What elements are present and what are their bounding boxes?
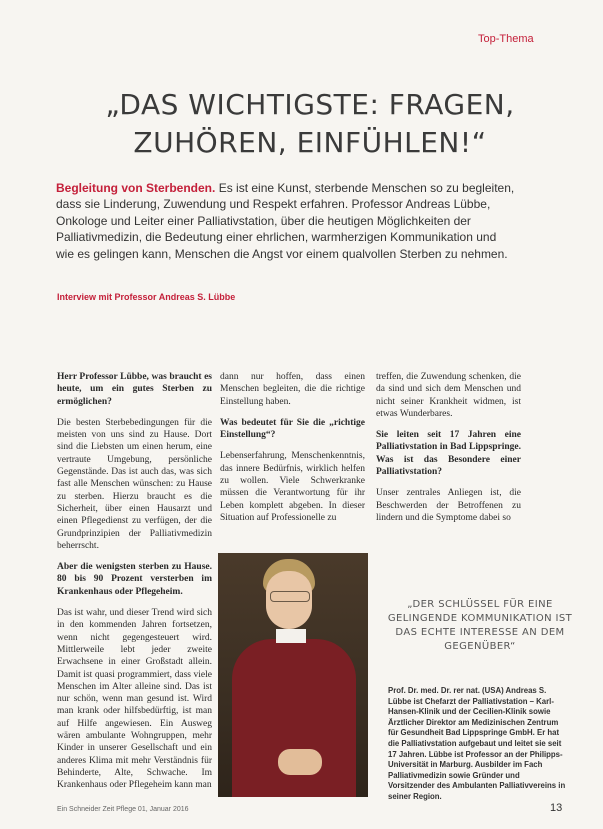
interview-answer: treffen, die Zuwendung schenken, die da sind und sich dem Menschen und nicht seiner Krankheit widmen, ist etwas Wunderbares. bbox=[376, 372, 521, 419]
interview-answer: Die besten Sterbebedingungen für die meisten von uns sind zu Hause. Dort sind die Liebsten um einen herum, eine vertraute Umgebung, persönliche Gegenstände. Das ist auch das, was sich fast alle Menschen wünschen: zu Hause zu sterben. Hierzu braucht es die Sicherheit, über einen Hausarzt und einen Pflegedienst zu verfügen, der die Grundprinzipien der Palliativmedizin beherrscht. bbox=[57, 417, 212, 551]
body-column-2 bbox=[220, 371, 365, 533]
body-column-3 bbox=[376, 371, 521, 533]
interview-question: Aber die wenigsten sterben zu Hause. 80 bis 90 Prozent versterben im Krankenhaus oder Pflegeheim. bbox=[57, 562, 212, 597]
interview-question: Was bedeutet für Sie die „richtige Einstellung“? bbox=[220, 417, 365, 441]
portrait-photo bbox=[218, 553, 368, 797]
body-column-1 bbox=[57, 371, 212, 801]
article-headline: „DAS WICHTIGSTE: FRAGEN, ZUHÖREN, EINFÜHLEN!“ bbox=[105, 88, 515, 159]
interview-answer: Das ist wahr, und dieser Trend wird sich in den kommenden Jahren fortsetzen, wenn nicht gegengesteuert wird. Mittlerweile lebt jeder zweite Erwachsene in einer Großstadt allein. Damit ist quasi programmiert, dass viele Menschen im Alter alleine sind. Das ist nur schön, wenn man gesund ist. Wird man krank oder hilfsbedürftig, ist man auf Hilfe angewiesen. Ein Ausweg wären ambulante Wohngruppen, mehr Kinder in unserer Gesellschaft und ein anderes Klima mit mehr Verständnis für Behinderte, Alte, Schwache. Im Krankenhaus oder Pflegeheim kann man bbox=[57, 608, 212, 791]
pull-quote: „DER SCHLÜSSEL FÜR EINE GELINGENDE KOMMUNIKATION IST DAS ECHTE INTERESSE AN DEM GEGENÜBER“ bbox=[387, 599, 573, 652]
photo-glasses bbox=[270, 591, 310, 602]
page-number: 13 bbox=[550, 802, 563, 814]
article-lede bbox=[56, 180, 516, 262]
interview-byline: Interview mit Professor Andreas S. Lübbe bbox=[57, 292, 236, 302]
lede-text: Es ist eine Kunst, sterbende Menschen so zu begleiten, dass sie Linderung, Zuwendung und Respekt erfahren. Professor Andreas Lübbe, Onkologe und Leiter einer Palliativstation, über die heutigen Möglichkeiten der Palliativmedizin, die Bedeutung einer ehrlichen, warmherzigen Kommunikation und wie es gelingen kann, Menschen die Angst vor einem qualvollen Sterben zu nehmen. bbox=[56, 181, 515, 261]
photo-collar bbox=[276, 629, 306, 643]
lede-kicker: Begleitung von Sterbenden. bbox=[56, 181, 216, 195]
interview-answer: dann nur hoffen, dass einen Menschen begleiten, die die richtige Einstellung haben. bbox=[220, 372, 365, 407]
interview-answer: Unser zentrales Anliegen ist, die Beschwerden der Betroffenen zu lindern und die Symptome dabei so bbox=[376, 488, 521, 523]
interview-question: Sie leiten seit 17 Jahren eine Palliativstation in Bad Lippspringe. Was ist das Besondere einer Palliativstation? bbox=[376, 430, 521, 478]
photo-hand bbox=[278, 749, 322, 775]
photo-caption: Prof. Dr. med. Dr. rer nat. (USA) Andreas S. Lübbe ist Chefarzt der Palliativstation – Karl-Hansen-Klinik und der Cecilien-Klinik sowie Ärztlicher Direktor am Medizinischen Zentrum für Gesundheit Bad Lippspringe GmbH. Er hat die Palliativstation aufgebaut und leitet sie seit 17 Jahren. Lübbe ist Professor an der Philipps-Universität in Marburg. Ausbilder im Fach Palliativmedizin sowie Gründer und Vorsitzender des Ambulanten Palliativvereins in seiner Region. bbox=[388, 686, 566, 801]
section-label: Top-Thema bbox=[478, 33, 534, 45]
interview-answer: Lebenserfahrung, Menschenkenntnis, das innere Bedürfnis, wirklich helfen zu wollen. Viele Schwerkranke müssen die Verantwortung für ihr Leben komplett abgeben. In dieser Situation auf Professionelle zu bbox=[220, 451, 365, 523]
interview-question: Herr Professor Lübbe, was braucht es heute, um ein gutes Sterben zu ermöglichen? bbox=[57, 372, 212, 407]
footer-publication: Ein Schneider Zeit Pflege 01, Januar 2016 bbox=[57, 806, 189, 813]
